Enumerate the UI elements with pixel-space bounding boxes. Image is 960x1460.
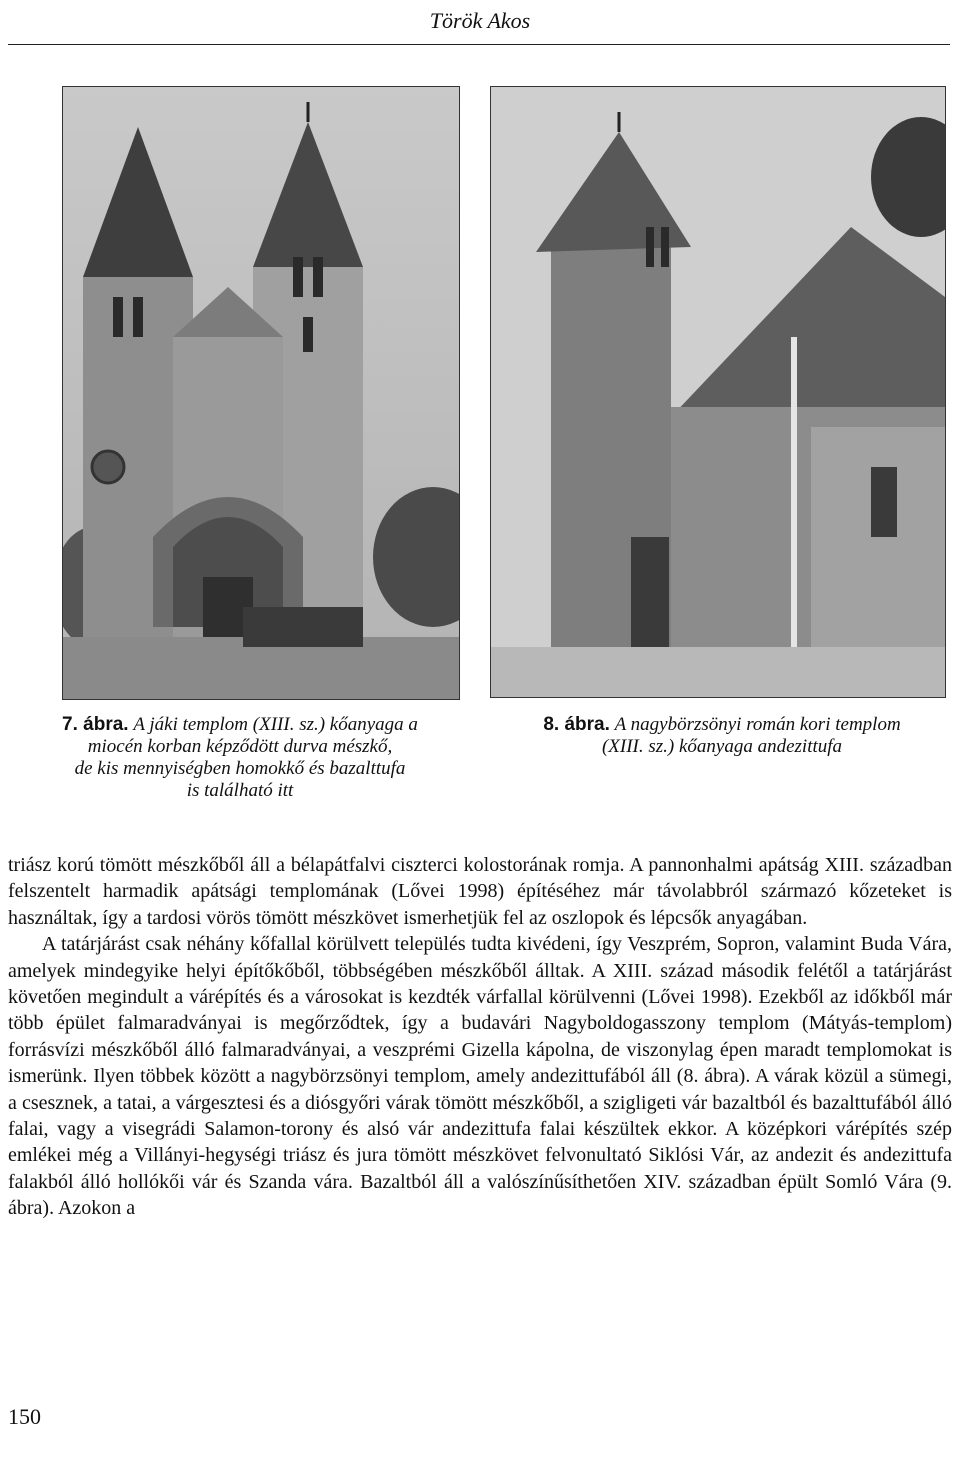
caption-line: de kis mennyiségben homokkő és bazalttufa xyxy=(74,758,406,779)
header-rule xyxy=(8,44,950,45)
caption-line: is található itt xyxy=(186,780,294,801)
figure-label: 8. ábra. xyxy=(543,714,610,735)
figure-8-caption xyxy=(492,714,952,758)
figure-label: 7. ábra. xyxy=(62,714,129,735)
figure-7-caption xyxy=(20,714,460,802)
caption-line xyxy=(20,714,460,736)
page-number: 150 xyxy=(8,1404,41,1429)
figure-7-photo xyxy=(62,86,460,700)
running-header: Török Akos xyxy=(429,8,531,33)
jak-church-image xyxy=(63,87,459,699)
figure-8-photo xyxy=(490,86,946,698)
caption-text: A nagybörzsönyi román kori templom xyxy=(614,714,901,735)
caption-line: (XIII. sz.) kőanyaga andezittufa xyxy=(601,736,843,757)
paragraph: triász korú tömött mészkőből áll a bélapátfalvi ciszterci kolostorának romja. A pannonhalmi apátság XIII. században felszentelt harmadik apátsági templomának (Lővei 1998) építéséhez már távolabbról származó kőzeteket is használtak, így a tardosi vörös tömött mészkövet ismerhetjük fel az oszlopok és lépcsők anyagában. xyxy=(8,854,952,929)
caption-line: miocén korban képződött durva mészkő, xyxy=(87,736,393,757)
caption-line xyxy=(492,714,952,736)
nagyborzsony-church-image xyxy=(491,87,945,697)
paragraph: A tatárjárást csak néhány kőfallal körülvett település tudta kivédeni, így Veszprém, Sopron, valamint Buda Vára, amelyek mindegyike helyi építőkőből, többségében mészkőből álltak. A XIII. század második felétől a tatárjárást követően megindult a várépítés és a városokat is kezdték várfallal körülvenni (Lővei 1998). Ezekből az időkből már több épület falmaradványai is megőrződtek, így a budavári Nagyboldogasszony templom (Mátyás-templom) forrásvízi mészkőből álló falmaradványai, a veszprémi Gizella kápolna, de viszonylag épen maradt templomokat is ismerünk. Ilyen többek között a nagybörzsönyi templom, amely andezittufából áll (8. ábra). A várak közül a sümegi, a csesznek, a tatai, a várgesztesi és a diósgyőri várak tömött mészkőből, a szigligeti vár bazaltból és bazalttufából álló falai, vagy a visegrádi Salamon-torony és alsó vár andezittufa falai készültek ekkor. A középkori várépítés szép emlékei még a Villányi-hegységi triász és jura tömött mészkövet felvonultató Siklósi Vár, az andezit és andezittufa falakból álló hollókői vár és Szanda vára. Bazaltból áll a valószínűsíthetően XIV. században épült Somló Vára (9. ábra). Azokon a xyxy=(8,933,952,1220)
caption-text: A jáki templom (XIII. sz.) kőanyaga a xyxy=(133,714,418,735)
body-text xyxy=(8,852,952,1222)
